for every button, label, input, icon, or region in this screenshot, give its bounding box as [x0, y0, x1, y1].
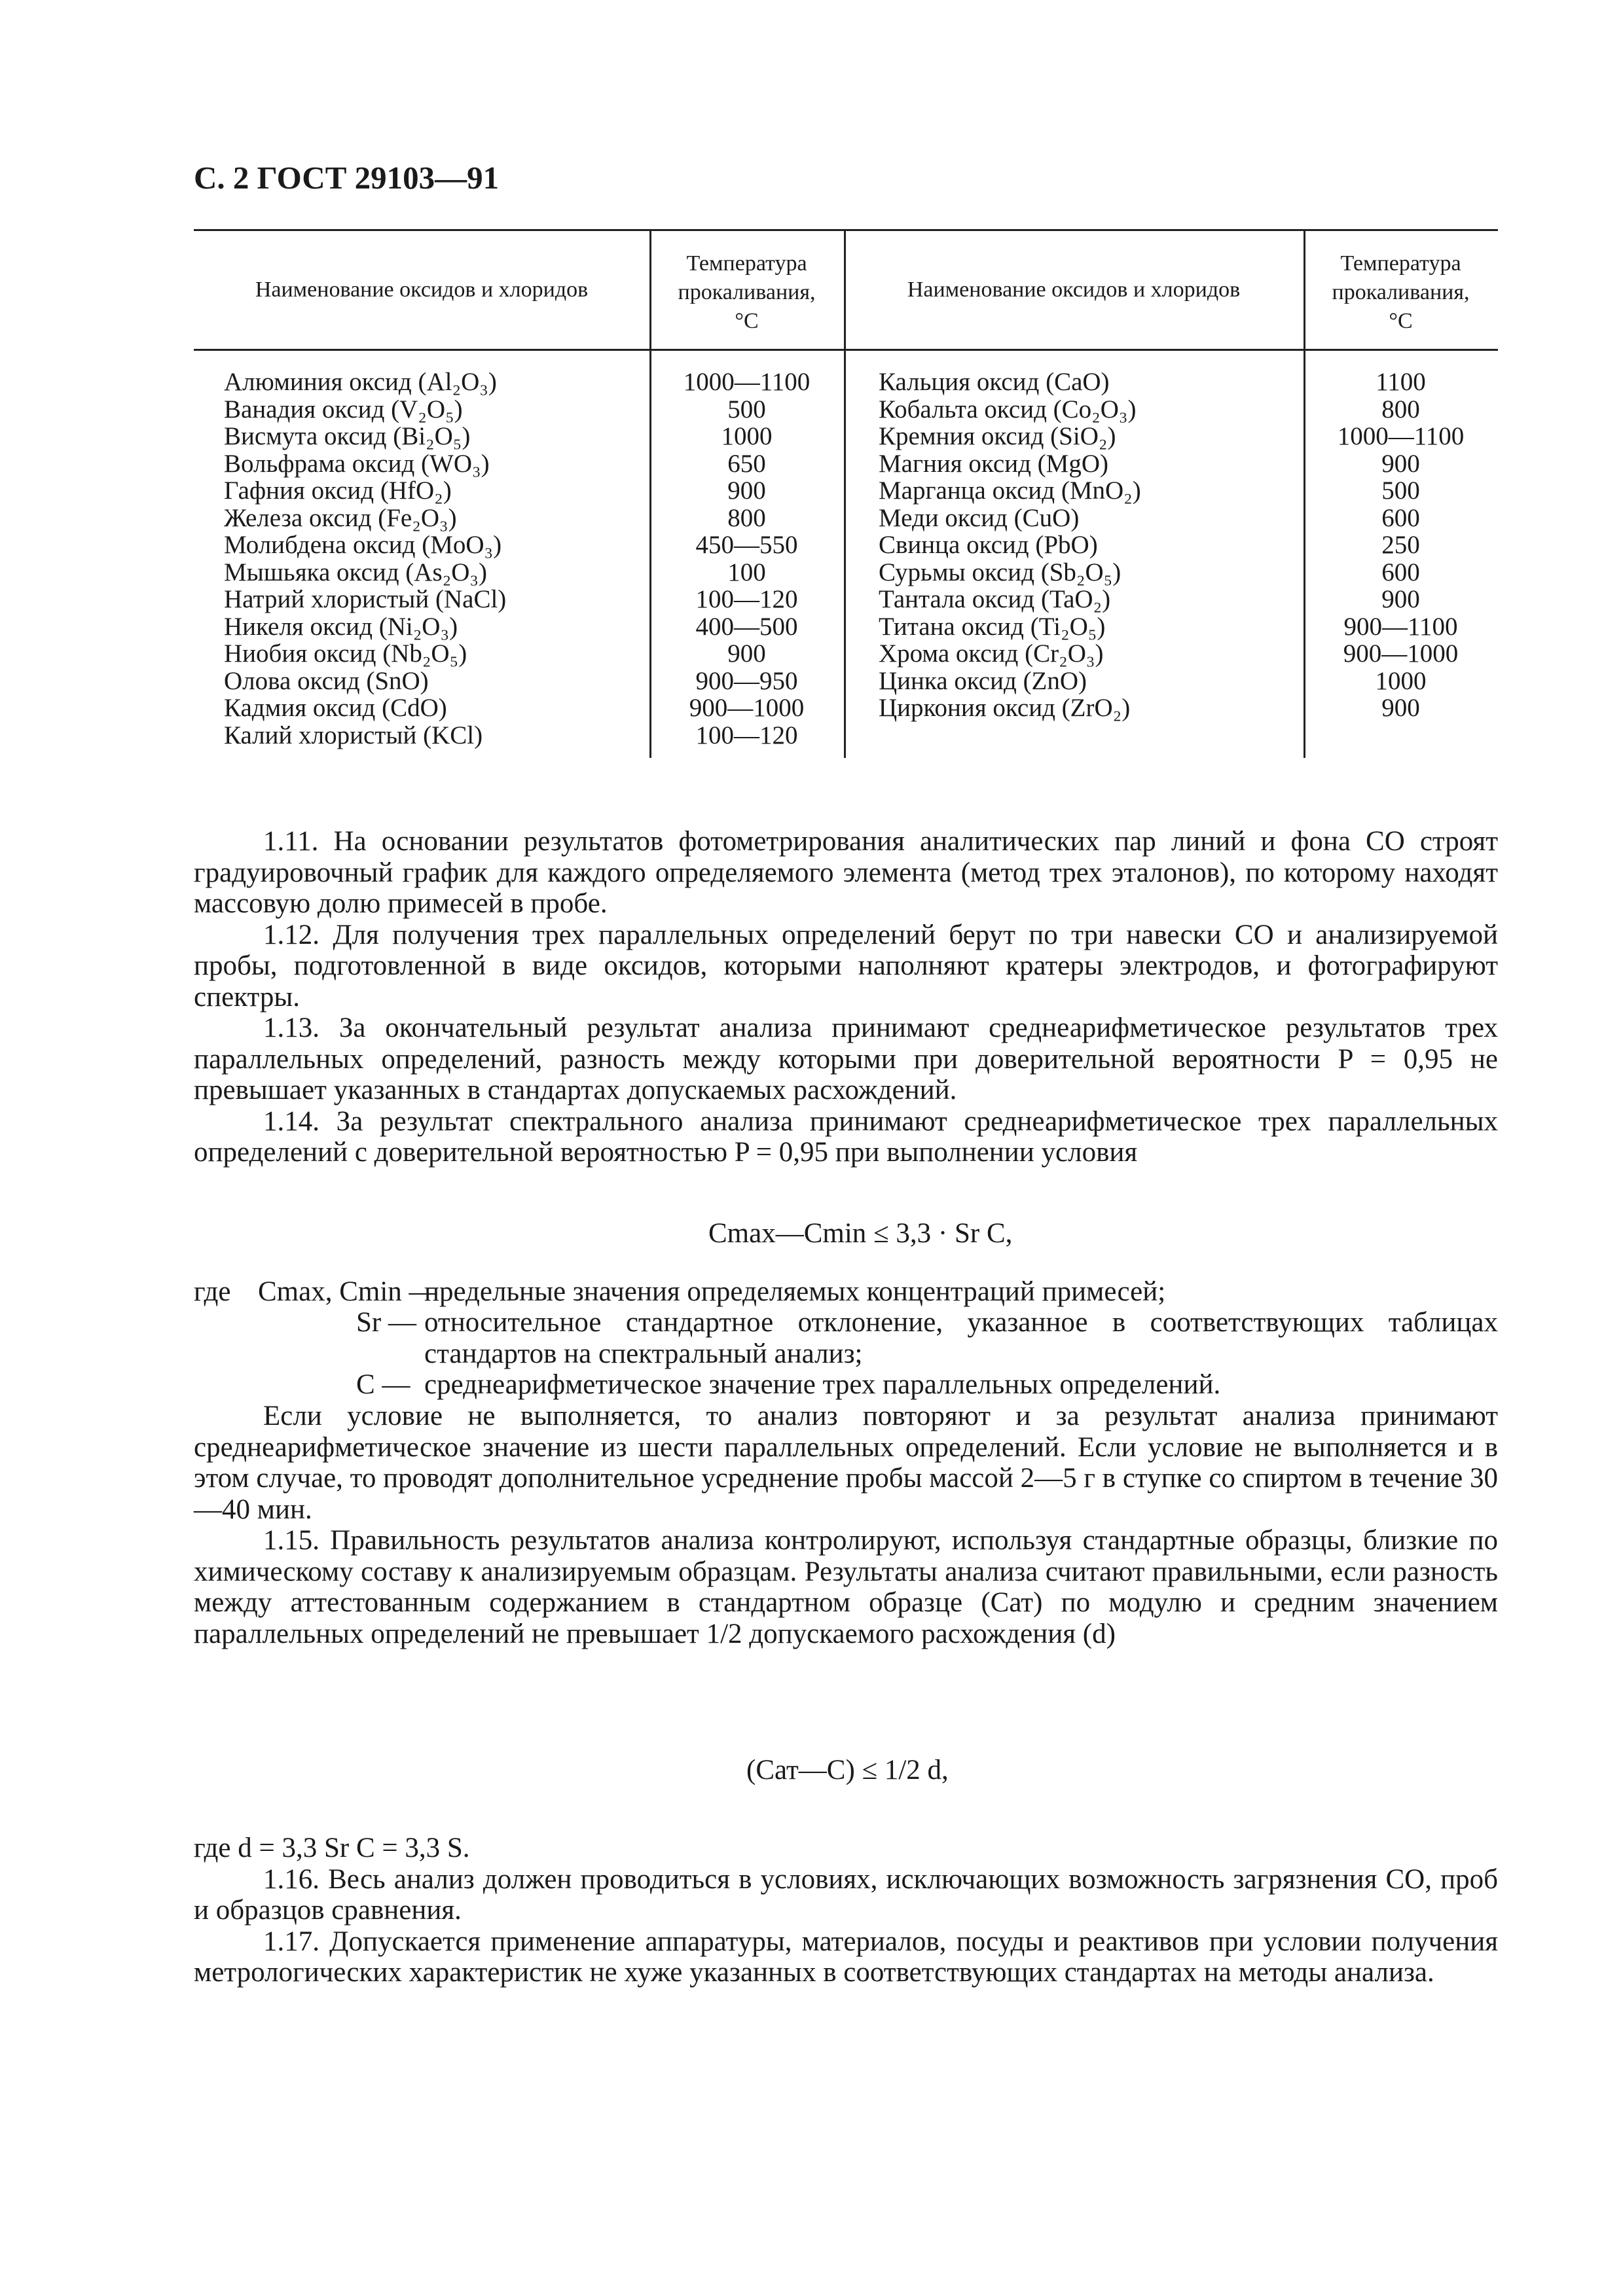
- column-divider: [844, 231, 846, 758]
- table-cell-name: Магния оксид (MgO): [879, 449, 1108, 478]
- where-d: где d = 3,3 Sr C = 3,3 S.: [194, 1833, 470, 1863]
- where-sym-cmax: Cmax, Cmin —: [258, 1276, 437, 1307]
- paragraph-1-11: 1.11. На основании результатов фотометрирования аналитических пар линий и фона СО строят градуировочный график для каждого определяемого элемента (метод трех эталонов), по которому находят массовую долю примесей в пробе.: [194, 826, 1498, 919]
- table-cell-temp: 1000: [1375, 666, 1427, 695]
- paragraphs-1-16-to-1-17: [194, 1833, 1498, 1988]
- table-cell-name: Алюминия оксид (Al₂O₃): [224, 368, 497, 396]
- table-cell-temp: 900—1000: [689, 694, 805, 722]
- right-names-column: [879, 368, 1141, 722]
- table-cell-temp: 500: [1381, 476, 1420, 505]
- col-header-temp-left: Температура прокаливания, °С: [678, 251, 816, 333]
- table-cell-temp: 1100: [1376, 368, 1426, 396]
- paragraph-if-not: Если условие не выполняется, то анализ повторяют и за результат анализа принимают среднеарифметическое значение из шести параллельных определений. Если условие не выполняется и в этом случае, то проводят дополнительное усреднение пробы массой 2—5 г в ступке со спиртом в течение 30—40 мин.: [194, 1401, 1498, 1525]
- table-cell-name: Хрома оксид (Cr₂O₃): [879, 639, 1104, 668]
- table-cell-temp: 1000—1100: [1337, 422, 1465, 450]
- paragraph-1-12: 1.12. Для получения трех параллельных определений берут по три навески СО и анализируемой пробы, подготовленной в виде оксидов, которыми наполняют кратеры электродов, и фотографируют спектры.: [194, 919, 1498, 1013]
- paragraphs-1-11-to-1-14: [194, 826, 1498, 1168]
- table-cell-name: Вольфрама оксид (WO₃): [224, 449, 490, 478]
- col-header-name-left: Наименование оксидов и хлоридов: [255, 278, 589, 302]
- calcination-table: [194, 229, 1498, 758]
- table-cell-temp: 600: [1381, 558, 1420, 586]
- table-cell-name: Молибдена оксид (MoO₃): [224, 531, 502, 559]
- page-header: С. 2 ГОСТ 29103—91: [194, 160, 500, 196]
- table-cell-name: Калий хлористый (KCl): [224, 721, 483, 749]
- table-cell-name: Железа оксид (Fe₂O₃): [224, 503, 457, 532]
- where-sym-sr: Sr —: [356, 1307, 416, 1338]
- where-text-sr: относительное стандартное отклонение, указанное в соответствующих таблицах стандартов на спектральный анализ;: [424, 1307, 1498, 1369]
- table-cell-name: Тантала оксид (TaO₂): [879, 585, 1111, 613]
- table-cell-name: Мышьяка оксид (As₂O₃): [224, 558, 487, 586]
- col-header-temp-right: Температура прокаливания, °С: [1332, 251, 1470, 333]
- col-header-name-right: Наименование оксидов и хлоридов: [907, 278, 1241, 302]
- table-cell-name: Кальция оксид (CaO): [879, 368, 1110, 396]
- table-cell-temp: 800: [727, 503, 766, 532]
- where-text-cbar: среднеарифметическое значение трех параллельных определений.: [424, 1369, 1221, 1400]
- where-sym-cbar: C —: [356, 1369, 410, 1400]
- table-cell-name: Ванадия оксид (V₂O₅): [224, 395, 463, 423]
- table-cell-temp: 900: [727, 639, 766, 668]
- table-cell-name: Меди оксид (CuO): [879, 503, 1080, 532]
- table-cell-name: Натрий хлористый (NaCl): [224, 585, 507, 613]
- header-rule: [194, 349, 1498, 351]
- formula-correctness: (Cат—C) ≤ 1/2 d,: [746, 1755, 949, 1785]
- table-cell-temp: 100—120: [695, 585, 798, 613]
- table-cell-temp: 900—950: [695, 666, 798, 695]
- table-cell-name: Титана оксид (Ti₂O₅): [879, 612, 1106, 641]
- right-temps-column: [1304, 368, 1498, 722]
- table-cell-temp: 900: [727, 476, 766, 505]
- table-cell-temp: 600: [1381, 503, 1420, 532]
- where-text-cmax: предельные значения определяемых концентраций примесей;: [424, 1276, 1166, 1307]
- table-cell-temp: 1000—1100: [683, 368, 811, 396]
- table-cell-temp: 100—120: [695, 721, 798, 749]
- table-cell-name: Кадмия оксид (CdO): [224, 694, 447, 722]
- paragraphs-if-and-1-15: [194, 1401, 1498, 1649]
- table-cell-temp: 500: [727, 395, 766, 423]
- table-cell-name: Висмута оксид (Bi₂O₅): [224, 422, 471, 450]
- table-cell-name: Ниобия оксид (Nb₂O₅): [224, 639, 467, 668]
- where-label: где: [194, 1276, 231, 1307]
- table-cell-temp: 900: [1381, 585, 1420, 613]
- table-cell-name: Кремния оксид (SiO₂): [879, 422, 1116, 450]
- table-cell-name: Марганца оксид (MnO₂): [879, 476, 1141, 505]
- table-cell-temp: 900—1100: [1343, 612, 1458, 641]
- left-names-column: [224, 368, 506, 749]
- table-cell-name: Кобальта оксид (Co₂O₃): [879, 395, 1137, 423]
- table-cell-temp: 1000: [721, 422, 773, 450]
- table-cell-temp: 650: [727, 449, 766, 478]
- paragraph-1-15: 1.15. Правильность результатов анализа контролируют, используя стандартные образцы, близкие по химическому составу к анализируемым образцам. Результаты анализа считают правильными, если разность между аттестованным содержанием в стандартном образце (Cат) по модулю и средним значением параллельных определений не превышает 1/2 допускаемого расхождения (d): [194, 1525, 1498, 1649]
- table-cell-temp: 900: [1381, 449, 1420, 478]
- table-cell-name: Сурьмы оксид (Sb₂O₅): [879, 558, 1122, 586]
- table-cell-temp: 100: [727, 558, 766, 586]
- left-temps-column: [649, 368, 844, 749]
- paragraph-1-14: 1.14. За результат спектрального анализа принимают среднеарифметическое трех параллельных определений с доверительной вероятностью P = 0,95 при выполнении условия: [194, 1105, 1498, 1168]
- table-cell-name: Циркония оксид (ZrO₂): [879, 694, 1131, 722]
- table-cell-temp: 900—1000: [1343, 639, 1459, 668]
- paragraph-1-16: 1.16. Весь анализ должен проводиться в условиях, исключающих возможность загрязнения СО, проб и образцов сравнения.: [194, 1863, 1498, 1926]
- table-cell-temp: 450—550: [695, 531, 798, 559]
- table-cell-temp: 800: [1381, 395, 1420, 423]
- table-cell-temp: 250: [1381, 531, 1420, 559]
- paragraph-1-13: 1.13. За окончательный результат анализа принимают среднеарифметическое результатов трех параллельных определений, разность между которыми при доверительной вероятности P = 0,95 не превышает указанных в стандартах допускаемых расхождений.: [194, 1013, 1498, 1105]
- table-cell-temp: 900: [1381, 694, 1420, 722]
- table-cell-name: Олова оксид (SnO): [224, 666, 429, 695]
- table-cell-name: Гафния оксид (HfO₂): [224, 476, 452, 505]
- table-cell-name: Цинка оксид (ZnO): [879, 666, 1087, 695]
- formula-condition: Cmax—Cmin ≤ 3,3 · Sr C,: [708, 1218, 1013, 1249]
- table-cell-temp: 400—500: [695, 612, 798, 641]
- table-cell-name: Свинца оксид (PbO): [879, 531, 1098, 559]
- paragraph-1-17: 1.17. Допускается применение аппаратуры, материалов, посуды и реактивов при условии получения метрологических характеристик не хуже указанных в соответствующих стандартах на методы анализа.: [194, 1926, 1498, 1988]
- table-cell-name: Никеля оксид (Ni₂O₃): [224, 612, 458, 641]
